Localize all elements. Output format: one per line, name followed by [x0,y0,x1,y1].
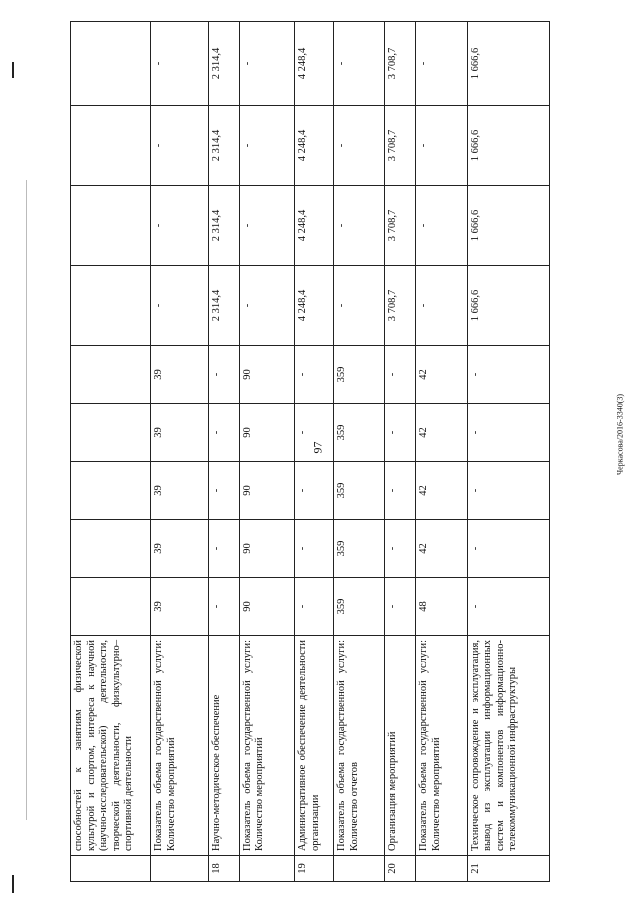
value-cell: - [385,578,416,636]
value-cell: - [208,462,239,520]
table-row [467,22,549,882]
value-cell: 2 314,4 [208,22,239,106]
value-cell: - [416,186,467,266]
value-cell: 39 [151,346,209,404]
value-cell: 2 314,4 [208,186,239,266]
table-row [416,22,467,882]
value-cell: 3 708,7 [385,266,416,346]
table-row [334,22,385,882]
page-number: 97 [310,441,325,454]
value-cell: - [385,462,416,520]
value-cell: 1 666,6 [467,266,549,346]
value-cell: 359 [334,578,385,636]
value-cell: 3 708,7 [385,106,416,186]
value-cell: - [295,462,334,520]
value-cell: - [385,404,416,462]
document-code: Черкасова/2016-3340(3) [615,393,625,476]
row-name-cell: Показатель объема государственной услуги: Количество отчетов [334,636,385,856]
table-row [295,22,334,882]
value-cell: - [295,404,334,462]
value-cell: 90 [239,404,295,462]
value-cell: 1 666,6 [467,22,549,106]
value-cell: 39 [151,520,209,578]
value-cell: - [239,22,295,106]
table-row [385,22,416,882]
value-cell: 1 666,6 [467,186,549,266]
value-cell: 359 [334,462,385,520]
value-cell: - [295,578,334,636]
value-cell: - [151,266,209,346]
value-cell: 42 [416,346,467,404]
value-cell: 48 [416,578,467,636]
row-number-cell [151,856,209,882]
row-number-cell: 20 [385,856,416,882]
rotated-table-container [70,22,550,882]
value-cell [71,266,151,346]
scan-edge-line [26,180,27,820]
value-cell: - [239,186,295,266]
value-cell: 3 708,7 [385,186,416,266]
value-cell: 4 248,4 [295,106,334,186]
budget-table [70,21,550,882]
value-cell: 359 [334,520,385,578]
row-name-cell: Административное обеспечение деятельности организации [295,636,334,856]
value-cell: 2 314,4 [208,266,239,346]
row-name-cell: Показатель объема государственной услуги: Количество мероприятий [416,636,467,856]
row-number-cell: 19 [295,856,334,882]
value-cell [71,22,151,106]
value-cell: - [467,520,549,578]
value-cell [71,186,151,266]
value-cell [71,462,151,520]
value-cell: 2 314,4 [208,106,239,186]
value-cell: - [208,346,239,404]
value-cell: 359 [334,346,385,404]
value-cell: 42 [416,520,467,578]
value-cell: - [151,106,209,186]
value-cell: 42 [416,462,467,520]
value-cell: 39 [151,404,209,462]
value-cell: - [334,186,385,266]
row-name-cell: Показатель объема государственной услуги: Количество мероприятий [151,636,209,856]
value-cell: - [385,520,416,578]
row-number-cell: 18 [208,856,239,882]
value-cell: 1 666,6 [467,106,549,186]
value-cell: 42 [416,404,467,462]
table-row [239,22,295,882]
table-row [71,22,151,882]
value-cell: - [295,520,334,578]
value-cell: - [416,106,467,186]
row-name-cell: Научно-методическое обеспечение [208,636,239,856]
row-number-cell [71,856,151,882]
value-cell: 90 [239,462,295,520]
value-cell: - [334,106,385,186]
value-cell [71,346,151,404]
value-cell [71,520,151,578]
row-number-cell [416,856,467,882]
value-cell: 4 248,4 [295,22,334,106]
scan-edge-mark [12,62,14,78]
row-number-cell: 21 [467,856,549,882]
table-row [208,22,239,882]
value-cell: - [334,266,385,346]
value-cell: - [416,22,467,106]
table-row [151,22,209,882]
value-cell: 90 [239,520,295,578]
value-cell: 90 [239,346,295,404]
value-cell: - [467,404,549,462]
value-cell: 4 248,4 [295,266,334,346]
value-cell: 90 [239,578,295,636]
value-cell: 3 708,7 [385,22,416,106]
value-cell: - [385,346,416,404]
value-cell: - [467,462,549,520]
row-name-cell: Организация мероприятий [385,636,416,856]
value-cell: - [208,520,239,578]
value-cell [71,404,151,462]
value-cell: - [295,346,334,404]
value-cell: - [467,578,549,636]
value-cell: 39 [151,462,209,520]
value-cell: - [239,266,295,346]
row-name-cell: способностей к занятиям физической культурой и спортом, интереса к научной (научно-исследовательской) деятельности, творческой деятельности, физкультурно–спортивной деятельности [71,636,151,856]
row-number-cell [334,856,385,882]
scan-edge-mark [12,875,14,893]
value-cell: - [239,106,295,186]
row-name-cell: Показатель объема государственной услуги: Количество мероприятий [239,636,295,856]
value-cell: 39 [151,578,209,636]
value-cell [71,578,151,636]
row-number-cell [239,856,295,882]
value-cell: - [334,22,385,106]
value-cell: - [151,22,209,106]
value-cell: 4 248,4 [295,186,334,266]
value-cell: - [208,578,239,636]
value-cell: - [416,266,467,346]
row-name-cell: Техническое сопровождение и эксплуатация, вывод из эксплуатации информационных систем и компонентов информационно-телекоммуникационной инфраструктуры [467,636,549,856]
value-cell: - [208,404,239,462]
value-cell [71,106,151,186]
value-cell: - [151,186,209,266]
value-cell: - [467,346,549,404]
value-cell: 359 [334,404,385,462]
